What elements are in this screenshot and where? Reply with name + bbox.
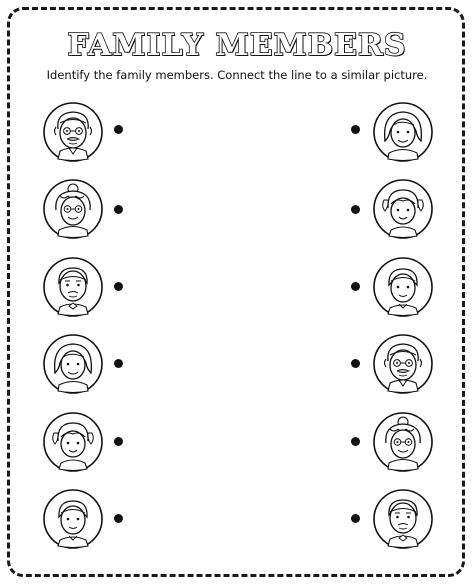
instructions: Identify the family members. Connect the line to a similar picture. bbox=[46, 68, 428, 82]
connect-dot[interactable] bbox=[351, 514, 360, 523]
connect-dot[interactable] bbox=[351, 359, 360, 368]
grandpa-portrait bbox=[42, 101, 104, 163]
page-title: FAMILY MEMBERS bbox=[67, 28, 407, 63]
connect-dot[interactable] bbox=[351, 125, 360, 134]
connect-dot[interactable] bbox=[114, 205, 123, 214]
father-portrait bbox=[42, 256, 104, 318]
grandma-portrait bbox=[42, 178, 104, 240]
father-portrait bbox=[372, 488, 434, 550]
sister-portrait bbox=[372, 178, 434, 240]
connect-dot[interactable] bbox=[351, 282, 360, 291]
connect-dot[interactable] bbox=[114, 125, 123, 134]
connect-dot[interactable] bbox=[114, 359, 123, 368]
brother-portrait bbox=[372, 256, 434, 318]
connect-dot[interactable] bbox=[114, 282, 123, 291]
connect-dot[interactable] bbox=[114, 514, 123, 523]
grandpa-portrait bbox=[372, 333, 434, 395]
sister-portrait bbox=[42, 411, 104, 473]
grandma-portrait bbox=[372, 411, 434, 473]
connect-dot[interactable] bbox=[351, 437, 360, 446]
mother-portrait bbox=[372, 101, 434, 163]
connect-dot[interactable] bbox=[351, 205, 360, 214]
mother-portrait bbox=[42, 333, 104, 395]
connect-dot[interactable] bbox=[114, 437, 123, 446]
brother-portrait bbox=[42, 488, 104, 550]
